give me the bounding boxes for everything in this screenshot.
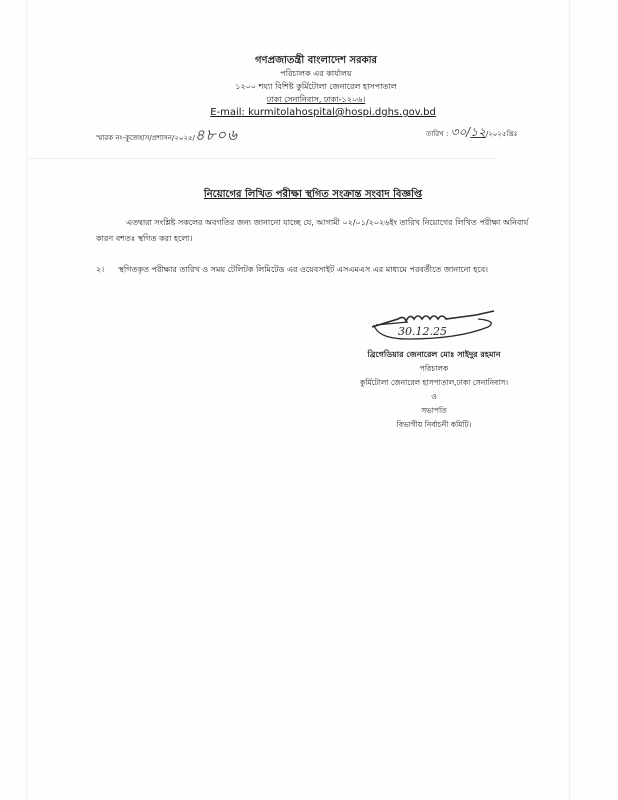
date-year: /২০২৫খ্রিঃ — [485, 130, 518, 138]
address-text: ঢাকা সেনানিবাস, ঢাকা-১২০৬। — [266, 95, 366, 104]
office-name: পরিচালক এর কার্যালয় — [280, 69, 352, 78]
paragraph-number: ২। — [96, 265, 105, 274]
signatory-block — [344, 348, 524, 432]
notice-title — [0, 187, 618, 204]
memo-number — [96, 124, 238, 149]
email-link[interactable]: E-mail: kurmitolahospital@hospi.dghs.gov.bd — [210, 107, 436, 118]
signatory-designation: পরিচালক — [419, 364, 449, 373]
signature-date: 30.12.25 — [398, 325, 447, 338]
handwritten-signature — [368, 305, 508, 345]
memo-handwritten-number: ৪৮০৬ — [194, 126, 238, 144]
memo-prefix: স্মারক নং-কুজেহাস/প্রশাসন/২০২৫/ — [96, 134, 195, 142]
hospital-name: ১২০০ শয্যা বিশিষ্ট কুর্মিটোলা জেনারেল হাসপাতাল — [235, 82, 397, 91]
signatory-committee: বিভাগীয় নির্বাচনী কমিটি। — [396, 420, 472, 429]
signatory-organization: কুর্মিটোলা জেনারেল হাসপাতাল,ঢাকা সেনানিবাস। — [359, 378, 509, 387]
notice-paragraph-2 — [96, 262, 536, 278]
government-name: গণপ্রজাতন্ত্রী বাংলাদেশ সরকার — [255, 55, 377, 66]
date-month: ১২ — [470, 125, 486, 139]
email-line — [28, 108, 618, 122]
signatory-conjunction: ও — [431, 392, 437, 401]
issue-date: তারিখ : ৩০/১২/২০২৫খ্রিঃ — [426, 125, 518, 139]
signatory-name: ব্রিগেডিয়ার জেনারেল মোঃ সাইদুর রহমান — [367, 350, 501, 359]
paragraph-2-text: স্থগিতকৃত পরীক্ষার তারিখ ও সময় টেলিটক লিমিটেড এর ওয়েবসাইট এসএমএস এর মাধ্যমে পরবর্তীতে জানানো হবে। — [118, 265, 489, 274]
letterhead — [0, 56, 618, 122]
date-day: ৩০ — [450, 125, 467, 139]
notice-title-text: নিয়োগের লিখিত পরীক্ষা স্থগিত সংক্রান্ত সংবাদ বিজ্ঞপ্তি — [203, 189, 423, 200]
date-label: তারিখ : — [426, 130, 449, 138]
notice-paragraph-1: এতদ্বারা সংশ্লিষ্ট সকলের অবগতির জন্য জানানো যাচ্ছে যে, আগামী ০২/০১/২০২৬ইং তারিখ নিয়োগের লিখিত পরীক্ষা অনিবার্য কারণ বশতঃ স্থগিত করা হলো। — [96, 218, 529, 243]
signatory-role: সভাপতি — [421, 406, 447, 415]
divider-line — [28, 158, 495, 159]
